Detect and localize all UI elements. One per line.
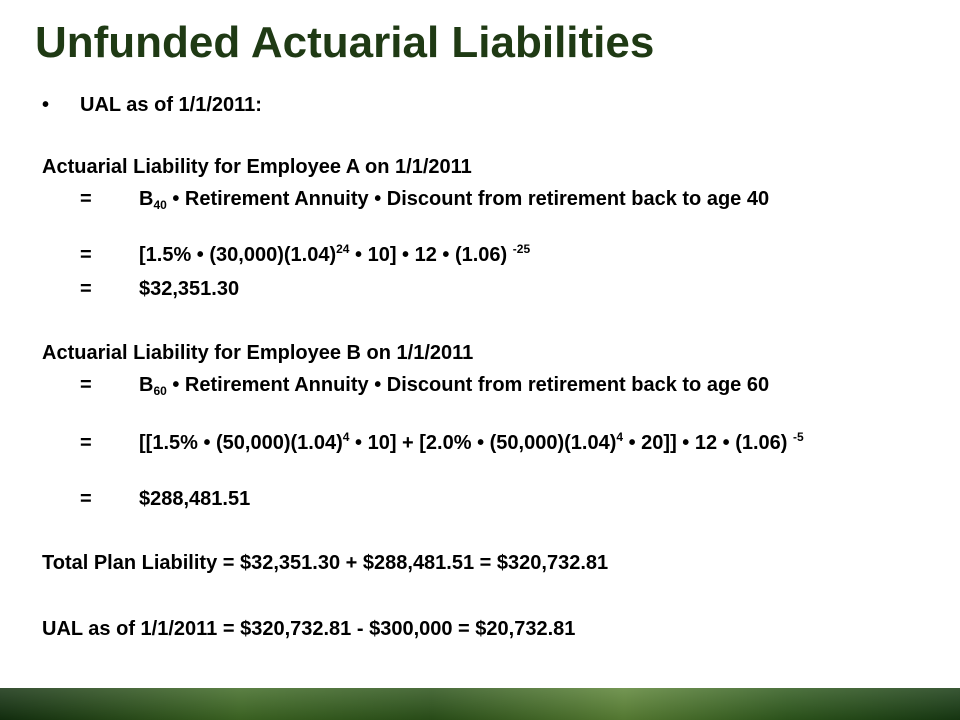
slide-title: Unfunded Actuarial Liabilities <box>35 18 655 67</box>
employee-a-result: $32,351.30 <box>139 278 240 300</box>
footer-band <box>0 688 960 720</box>
equals-sign: = <box>80 488 92 510</box>
equals-sign: = <box>80 244 92 266</box>
bullet-dot-icon: • <box>42 94 50 116</box>
bullet-text: UAL as of 1/1/2011: <box>80 94 262 116</box>
employee-b-heading: Actuarial Liability for Employee B on 1/1/2011 <box>42 342 474 364</box>
total-plan-liability: Total Plan Liability = $32,351.30 + $288,481.51 = $320,732.81 <box>42 552 609 574</box>
equals-sign: = <box>80 374 92 396</box>
equals-sign: = <box>80 432 92 454</box>
employee-b-formula-2: [[1.5% • $(50,000)(1.04)^4$ • 10] + [2.0% • $(50,000)(1.04)^4$ • 20]] • 12 • (1.06) $^{-5}$ <box>139 430 804 454</box>
equals-sign: = <box>80 278 92 300</box>
equals-sign: = <box>80 188 92 210</box>
employee-a-formula-2: [1.5% • $(30,000)(1.04)^{24}$ • 10] • 12 • (1.06) $^{-25}$ <box>139 242 531 266</box>
employee-b-formula-1: $B_{60}$ • Retirement Annuity • Discount from retirement back to age 60 <box>139 374 770 398</box>
ual-summary: UAL as of 1/1/2011 = $320,732.81 - $300,000 = $20,732.81 <box>42 618 576 640</box>
employee-a-formula-1: $B_{40}$ • Retirement Annuity • Discount from retirement back to age 40 <box>139 188 770 212</box>
employee-a-heading: Actuarial Liability for Employee A on 1/1/2011 <box>42 156 472 178</box>
employee-b-result: $288,481.51 <box>139 488 251 510</box>
